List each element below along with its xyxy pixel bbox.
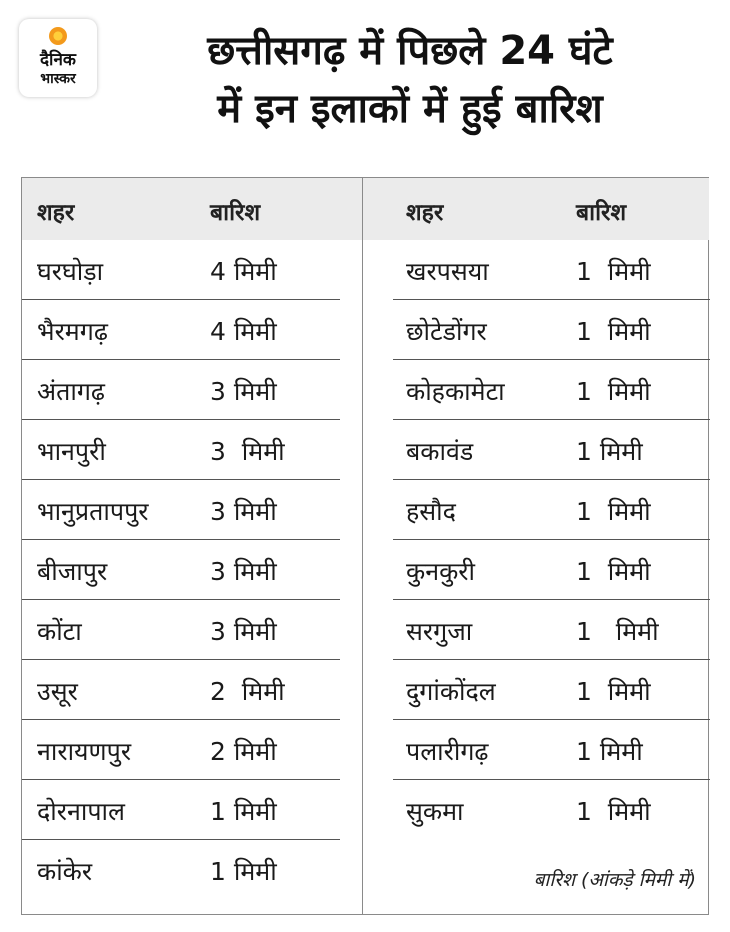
table-row bbox=[363, 480, 709, 540]
city-cell: कांकेर bbox=[37, 857, 93, 886]
table-header bbox=[363, 178, 709, 240]
header-rain: बारिश bbox=[210, 200, 261, 226]
rain-cell: 1 मिमी bbox=[210, 797, 277, 826]
city-cell: हसौद bbox=[406, 497, 456, 526]
rain-cell: 1 मिमी bbox=[576, 737, 643, 766]
rain-cell: 3 मिमी bbox=[210, 497, 277, 526]
table-row bbox=[22, 240, 362, 300]
rain-cell: 3 मिमी bbox=[210, 617, 277, 646]
city-cell: भानुप्रतापपुर bbox=[37, 497, 149, 526]
rain-cell: 1 मिमी bbox=[576, 497, 651, 526]
table-row bbox=[363, 420, 709, 480]
header-rain: बारिश bbox=[576, 200, 627, 226]
table-row bbox=[22, 720, 362, 780]
city-cell: भानपुरी bbox=[37, 437, 106, 466]
table-row bbox=[363, 360, 709, 420]
headline-line-1: छत्तीसगढ़ में पिछले 24 घंटे bbox=[207, 28, 613, 74]
table-row bbox=[22, 360, 362, 420]
rain-cell: 1 मिमी bbox=[576, 437, 643, 466]
rain-cell: 1 मिमी bbox=[210, 857, 277, 886]
table-row bbox=[22, 300, 362, 360]
right-table-column bbox=[363, 178, 709, 840]
table-row bbox=[363, 780, 709, 840]
logo-line-2: भास्कर bbox=[40, 71, 76, 87]
rain-cell: 1 मिमी bbox=[576, 317, 651, 346]
city-cell: भैरमगढ़ bbox=[37, 317, 108, 346]
table-row bbox=[363, 540, 709, 600]
rain-cell: 3 मिमी bbox=[210, 377, 277, 406]
table-row bbox=[363, 240, 709, 300]
city-cell: कोहकामेटा bbox=[406, 377, 505, 406]
rain-cell: 1 मिमी bbox=[576, 257, 651, 286]
rain-cell: 1 मिमी bbox=[576, 677, 651, 706]
table-row bbox=[22, 840, 362, 900]
city-cell: अंतागढ़ bbox=[37, 377, 105, 406]
city-cell: घरघोड़ा bbox=[37, 257, 104, 286]
headline bbox=[110, 22, 710, 138]
footnote: बारिश (आंकड़े मिमी में) bbox=[533, 869, 696, 891]
table-row bbox=[22, 660, 362, 720]
city-cell: कोंटा bbox=[37, 617, 82, 646]
rain-cell: 3 मिमी bbox=[210, 557, 277, 586]
city-cell: सरगुजा bbox=[406, 617, 473, 646]
rain-cell: 4 मिमी bbox=[210, 317, 277, 346]
city-cell: पलारीगढ़ bbox=[406, 737, 489, 766]
rain-cell: 3 मिमी bbox=[210, 437, 285, 466]
table-row bbox=[22, 540, 362, 600]
rain-cell: 4 मिमी bbox=[210, 257, 277, 286]
table-row bbox=[363, 300, 709, 360]
header-city: शहर bbox=[37, 200, 75, 226]
table-row bbox=[363, 720, 709, 780]
headline-line-2: में इन इलाकों में हुई बारिश bbox=[217, 86, 603, 132]
table-row bbox=[22, 780, 362, 840]
table-row bbox=[363, 660, 709, 720]
rain-cell: 2 मिमी bbox=[210, 677, 285, 706]
city-cell: खरपसया bbox=[406, 257, 489, 286]
city-cell: छोटेडोंगर bbox=[406, 317, 487, 346]
table-header bbox=[22, 178, 362, 240]
sun-icon bbox=[49, 27, 67, 45]
rain-cell: 1 मिमी bbox=[576, 617, 659, 646]
table-row bbox=[22, 600, 362, 660]
city-cell: दोरनापाल bbox=[37, 797, 125, 826]
rain-cell: 1 मिमी bbox=[576, 797, 651, 826]
city-cell: सुकमा bbox=[406, 797, 464, 826]
dainik-bhaskar-logo bbox=[19, 19, 97, 97]
rain-cell: 1 मिमी bbox=[576, 557, 651, 586]
left-table-column bbox=[22, 178, 362, 900]
city-cell: नारायणपुर bbox=[37, 737, 132, 766]
city-cell: बकावंड bbox=[406, 437, 474, 466]
rain-cell: 2 मिमी bbox=[210, 737, 277, 766]
city-cell: उसूर bbox=[37, 677, 78, 706]
table-row bbox=[22, 420, 362, 480]
header-city: शहर bbox=[406, 200, 444, 226]
rain-cell: 1 मिमी bbox=[576, 377, 651, 406]
table-row bbox=[363, 600, 709, 660]
table-row bbox=[22, 480, 362, 540]
logo-line-1: दैनिक bbox=[40, 50, 76, 70]
city-cell: बीजापुर bbox=[37, 557, 108, 586]
city-cell: दुगांकोंदल bbox=[406, 677, 496, 706]
city-cell: कुनकुरी bbox=[406, 557, 475, 586]
